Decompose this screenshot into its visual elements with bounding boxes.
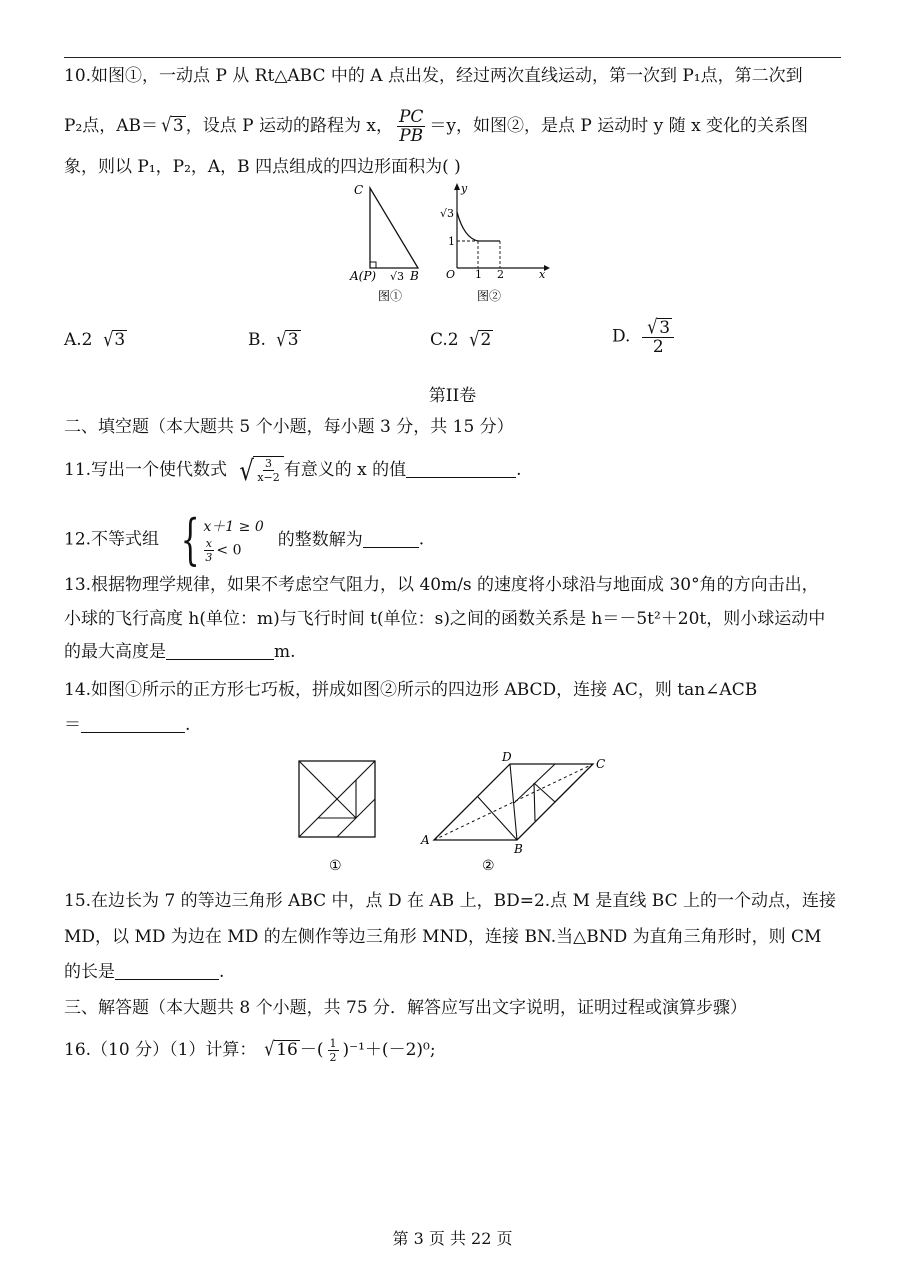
q13-line3: 的最大高度是 m. [64,642,296,662]
option-d: D. $\frac{√3}{2}$ [612,318,678,356]
label-c: C [354,183,364,197]
curve-segment [457,212,478,241]
q10-figure2 [432,180,557,308]
tick-x-2: 2 [497,268,504,281]
q13-line1: 13.根据物理学规律，如果不考虑空气阻力，以 40m/s 的速度将小球沿与地面成 30°角的方向击出， [64,575,819,595]
q15-line2: MD，以 MD 为边在 MD 的左侧作等边三角形 MND，连接 BN.当△BND 为直角三角形时，则 CM [64,927,822,947]
axis-label-y: y [461,182,468,195]
sqrt-frac: √ $\frac{3}{x-2}$ [239,456,284,484]
axis-label-x: x [539,268,546,281]
q13-answer-blank[interactable] [166,659,274,660]
option-b: B. √3 [248,328,299,352]
option-c: C.2 √2 [430,328,492,352]
pc-over-pb: $\frac{PC}{PB}$ [398,107,424,146]
label-a: A(P) [350,269,377,283]
option-a: A.2 √3 [64,328,126,352]
fig1-caption-q14: ① [329,858,342,874]
label-b-q14: B [514,842,523,856]
q14-answer-blank[interactable] [81,732,185,733]
q10-line2: P₂点，AB＝ √3 ，设点 P 运动的路程为 x， $\frac{PC}{PB}$ ＝y，如图②，是点 P 运动时 y 随 x 变化的关系图 [64,107,809,146]
q15-line3: 的长是 . [64,962,225,982]
q11: 11.写出一个使代数式 √ $\frac{3}{x-2}$ 有意义的 x 的值 . [64,454,522,488]
label-a-q14: A [421,833,430,847]
q15-answer-blank[interactable] [115,979,219,980]
sqrt-3: √3 [161,114,184,138]
q11-answer-blank[interactable] [406,477,516,478]
q12-answer-blank[interactable] [363,547,419,548]
tangram-parallelogram [418,748,618,876]
fig2-caption: 图② [477,289,502,303]
q16: 16.（10 分）（1）计算： √16 －( $\frac{1}{2}$ )⁻¹＋(－2)⁰; [64,1037,436,1064]
section2-title: 第II卷 [428,386,477,406]
label-d: D [502,750,512,764]
q10-line3: 象，则以 P₁，P₂，A，B 四点组成的四边形面积为( ) [64,157,461,177]
triangle-abc [370,188,418,268]
page-footer: 第 3 页 共 22 页 [392,1229,513,1248]
q13-line2: 小球的飞行高度 h(单位：m)与飞行时间 t(单位：s)之间的函数关系是 h＝－5t²＋20t，则小球运动中 [64,609,826,629]
fill-heading: 二、填空题（本大题共 5 个小题，每小题 3 分，共 15 分） [64,417,514,437]
tangram-square [296,758,378,876]
fig2-caption-q14: ② [482,858,495,874]
q12: 12.不等式组 { x＋1 ≥ 0 $\frac{x}{3}$ < 0 的整数解为 . [64,508,425,571]
q10-line1: 10.如图①，一动点 P 从 Rt△ABC 中的 A 点出发，经过两次直线运动，第一次到 P₁点，第二次到 [64,66,803,86]
q10-figure1 [340,180,440,308]
label-c-q14: C [596,757,606,771]
tick-sqrt3: √3 [440,207,455,220]
q14-line1: 14.如图①所示的正方形七巧板，拼成如图②所示的四边形 ABCD，连接 AC，则 tan∠ACB [64,680,758,700]
label-b: B [410,269,419,283]
q15-line1: 15.在边长为 7 的等边三角形 ABC 中，点 D 在 AB 上，BD=2.点 M 是直线 BC 上的一个动点，连接 [64,891,836,911]
header-rule [64,57,841,58]
label-ab: √3 [390,270,405,283]
q14-line2: ＝ . [64,715,191,735]
tick-y-1: 1 [448,235,455,248]
answer-heading: 三、解答题（本大题共 8 个小题，共 75 分．解答应写出文字说明，证明过程或演算步骤） [64,998,748,1018]
origin-label: O [446,268,456,281]
inequality-system: x＋1 ≥ 0 $\frac{x}{3}$ < 0 [203,518,264,564]
tick-x-1: 1 [475,268,482,281]
y-axis-arrow [454,183,460,190]
right-angle-mark [370,262,376,268]
fig1-caption: 图① [378,289,403,303]
